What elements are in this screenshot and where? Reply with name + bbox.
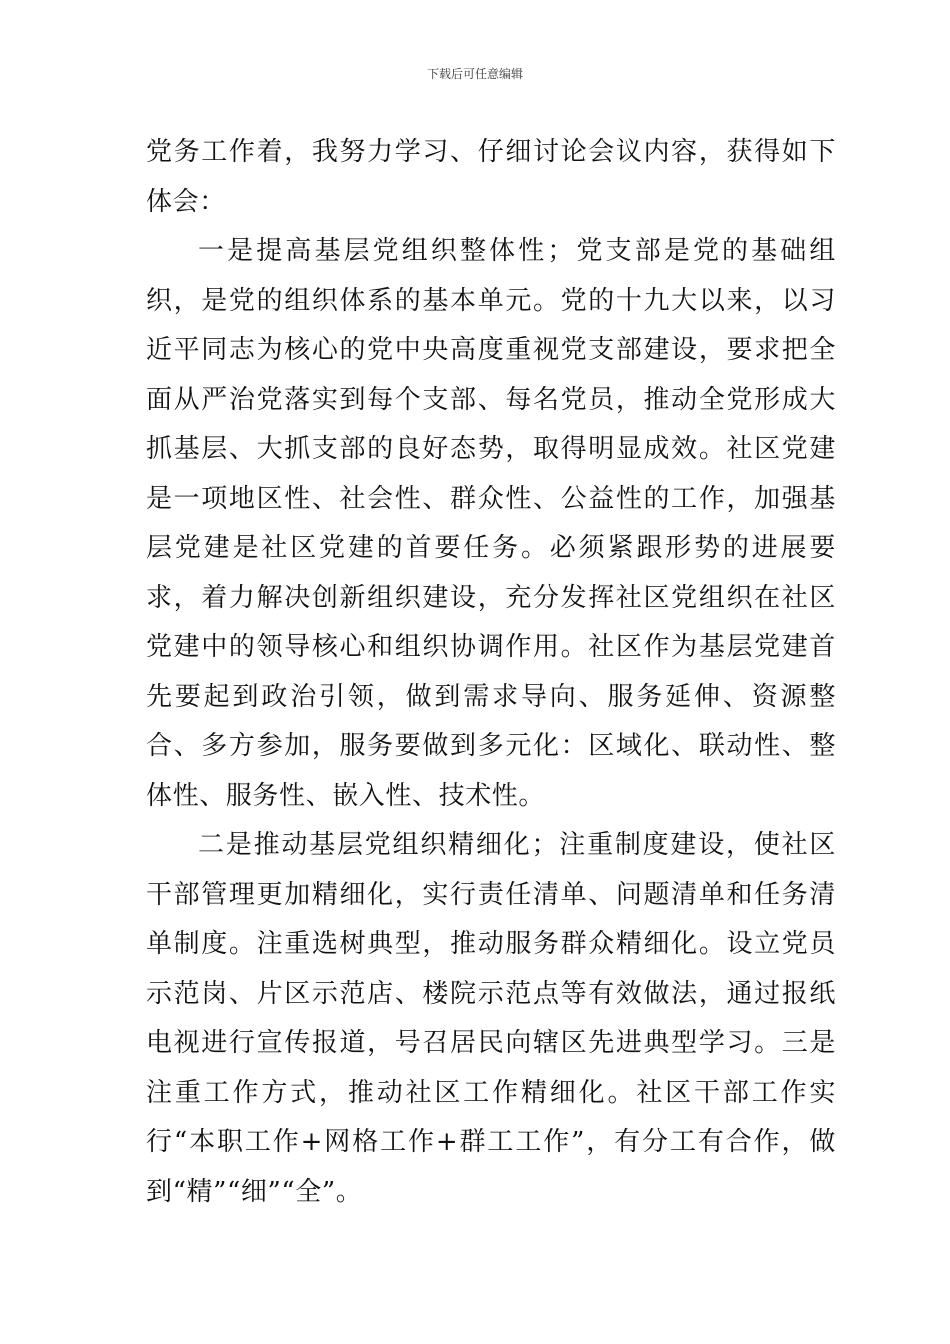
page-header: 下载后可任意编辑 [426,67,523,81]
paragraph-intro: 党务工作着，我努力学习、仔细讨论会议内容，获得如下体会： [146,137,836,217]
paragraph-point-one: 一是提高基层党组织整体性；党支部是党的基础组织，是党的组织体系的基本单元。党的十九大以来，以习近平同志为核心的党中央高度重视党支部建设，要求把全面从严治党落实到每个支部、每名党员，推动全党形成大抓基层、大抓支部的良好态势，取得明显成效。社区党建是一项地区性、社会性、群众性、公益性的工作，加强基层党建是社区党建的首要任务。必须紧跟形势的进展要求，着力解决创新组织建设，充分发挥社区党组织在社区党建中的领导核心和组织协调作用。社区作为基层党建首先要起到政治引领，做到需求导向、服务延伸、资源整合、多方参加，服务要做到多元化：区域化、联动性、整体性、服务性、嵌入性、技术性。 [146,236,836,811]
paragraph-point-two: 二是推动基层党组织精细化；注重制度建设，使社区干部管理更加精细化，实行责任清单、问题清单和任务清单制度。注重选树典型，推动服务群众精细化。设立党员示范岗、片区示范店、楼院示范点等有效做法，通过报纸电视进行宣传报道，号召居民向辖区先进典型学习。三是注重工作方式，推动社区工作精细化。社区干部工作实行“本职工作+网格工作+群工工作”，有分工有合作，做到“精”“细”“全”。 [146,830,836,1207]
document-body [146,128,836,1217]
